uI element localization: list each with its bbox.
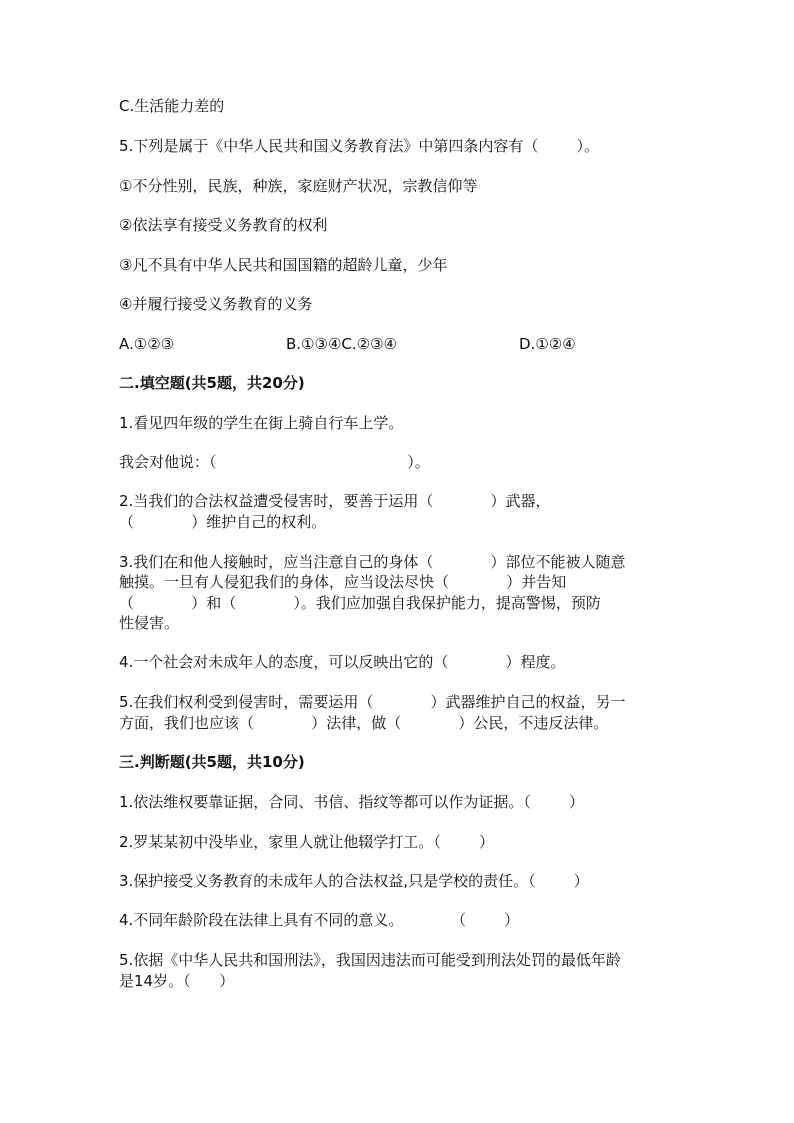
- s3-q5-line2: 是14岁。（ ）: [119, 972, 235, 990]
- s3-q4: 4.不同年龄阶段在法律上具有不同的意义。 （ ）: [119, 911, 520, 929]
- q5-item-3: ③凡不具有中华人民共和国国籍的超龄儿童，少年: [119, 256, 448, 274]
- s2-q4-line1: 4.一个社会对未成年人的态度，可以反映出它的（ ）程度。: [119, 653, 566, 671]
- s2-q2-line2: （ ）维护自己的权利。: [119, 513, 327, 531]
- q5-option-b-c: B.①③④C.②③④: [286, 335, 397, 353]
- s2-q3-line1: 3.我们在和他人接触时，应当注意自己的身体（ ）部位不能被人随意: [119, 553, 626, 571]
- s2-q3-line4: 性侵害。: [119, 614, 180, 632]
- s2-q1-line1: 1.看见四年级的学生在街上骑自行车上学。: [119, 414, 404, 432]
- s3-q3: 3.保护接受义务教育的未成年人的合法权益,只是学校的责任。（ ）: [119, 872, 589, 890]
- q5-option-a: A.①②③: [119, 335, 175, 353]
- q4-option-c: C.生活能力差的: [119, 97, 225, 115]
- s2-q2-line1: 2.当我们的合法权益遭受侵害时，要善于运用（ ）武器，: [119, 492, 551, 510]
- q5-item-2: ②依法享有接受义务教育的权利: [119, 216, 328, 234]
- s3-q1: 1.依法维权要靠证据，合同、书信、指纹等都可以作为证据。（ ）: [119, 793, 584, 811]
- section2-title: 二.填空题(共5题，共20分): [119, 374, 305, 392]
- s3-q5-line1: 5.依据《中华人民共和国刑法》，我国因违法而可能受到刑法处罚的最低年龄: [119, 951, 621, 969]
- s2-q3-line3: （ ）和（ ）。我们应加强自我保护能力，提高警惕，预防: [119, 594, 601, 612]
- s2-q1-line2: 我会对他说：（ ）。: [119, 453, 430, 471]
- s3-q2: 2.罗某某初中没毕业，家里人就让他辍学打工。（ ）: [119, 833, 494, 851]
- q5-item-1: ①不分性别，民族，种族，家庭财产状况，宗教信仰等: [119, 177, 478, 195]
- section3-title: 三.判断题(共5题，共10分): [119, 753, 305, 771]
- s2-q5-line2: 方面，我们也应该（ ）法律，做（ ）公民，不违反法律。: [119, 714, 609, 732]
- s2-q5-line1: 5.在我们权利受到侵害时，需要运用（ ）武器维护自己的权益，另一: [119, 693, 626, 711]
- s2-q3-line2: 触摸。一旦有人侵犯我们的身体，应当设法尽快（ ）并告知: [119, 573, 567, 591]
- q5-stem: 5.下列是属于《中华人民共和国义务教育法》中第四条内容有（ ）。: [119, 137, 599, 155]
- q5-option-d: D.①②④: [519, 335, 576, 353]
- q5-item-4: ④并履行接受义务教育的义务: [119, 295, 313, 313]
